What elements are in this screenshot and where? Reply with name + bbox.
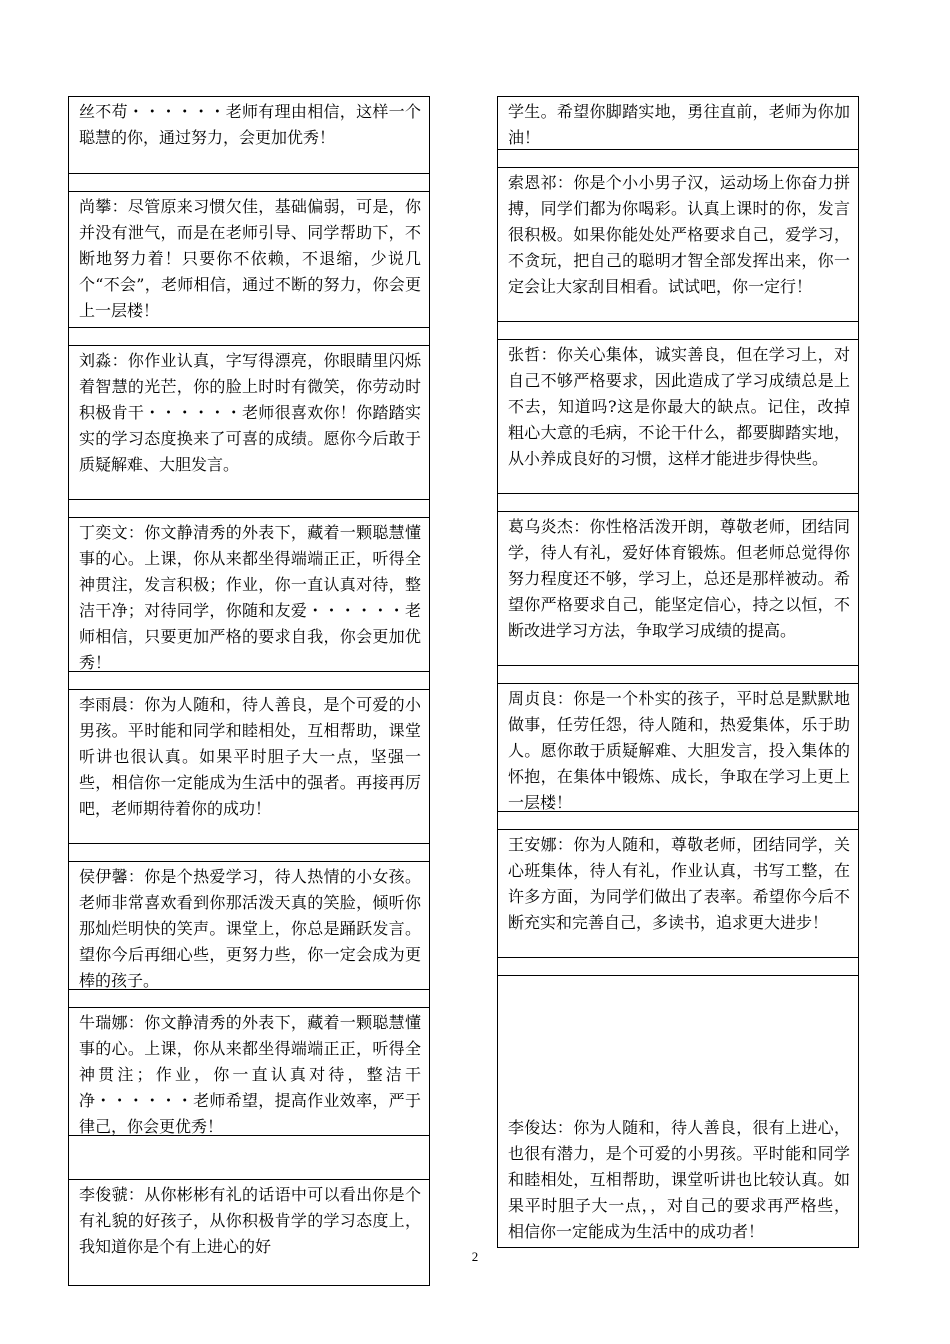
comment-cell: 牛瑞娜：你文静清秀的外表下，藏着一颗聪慧懂事的心。上课，你从来都坐得端端正正，听得全神贯注；作业，你一直认真对待，整洁干净・・・・・・老师希望，提高作业效率，严于律己，你会更优秀！	[68, 1008, 430, 1136]
row-spacer	[68, 174, 430, 192]
right-comment-column	[497, 96, 859, 1248]
row-spacer	[68, 844, 430, 862]
row-spacer	[497, 150, 859, 168]
comment-cell: 刘淼：你作业认真，字写得漂亮，你眼睛里闪烁着智慧的光芒，你的脸上时时有微笑，你劳动时积极肯干・・・・・・老师很喜欢你！你踏踏实实的学习态度换来了可喜的成绩。愿你今后敢于质疑解难、大胆发言。	[68, 346, 430, 500]
page-number: 2	[471, 1249, 479, 1264]
comment-cell: 丁奕文：你文静清秀的外表下，藏着一颗聪慧懂事的心。上课，你从来都坐得端端正正，听得全神贯注，发言积极；作业，你一直认真对待，整洁干净；对待同学，你随和友爱・・・・・・老师相信，只要更加严格的要求自我，你会更加优秀！	[68, 518, 430, 672]
row-spacer	[68, 990, 430, 1008]
comment-cell: 学生。希望你脚踏实地，勇往直前，老师为你加油！	[497, 96, 859, 150]
row-spacer	[68, 500, 430, 518]
left-comment-column	[68, 96, 430, 1286]
row-spacer	[68, 1136, 430, 1180]
comment-cell: 侯伊馨：你是个热爱学习，待人热情的小女孩。老师非常喜欢看到你那活泼天真的笑脸，倾听你那灿烂明快的笑声。课堂上，你总是踊跃发言。望你今后再细心些，更努力些，你一定会成为更棒的孩子。	[68, 862, 430, 990]
comment-cell: 李雨晨：你为人随和，待人善良，是个可爱的小男孩。平时能和同学和睦相处，互相帮助，课堂听讲也很认真。如果平时胆子大一点，坚强一些，相信你一定能成为生活中的强者。再接再厉吧，老师期待着你的成功！	[68, 690, 430, 844]
comment-cell: 丝不苟・・・・・・老师有理由相信，这样一个聪慧的你，通过努力，会更加优秀！	[68, 96, 430, 174]
row-spacer	[497, 322, 859, 340]
comment-cell: 周贞良：你是一个朴实的孩子，平时总是默默地做事，任劳任怨，待人随和，热爱集体，乐于助人。愿你敢于质疑解难、大胆发言，投入集体的怀抱，在集体中锻炼、成长，争取在学习上更上一层楼！	[497, 684, 859, 812]
comment-cell: 索恩祁：你是个小小男子汉，运动场上你奋力拼搏，同学们都为你喝彩。认真上课时的你，发言很积极。如果你能处处严格要求自己，爱学习，不贪玩，把自己的聪明才智全部发挥出来，你一定会让大家刮目相看。试试吧，你一定行！	[497, 168, 859, 322]
comment-cell: 王安娜：你为人随和，尊敬老师，团结同学，关心班集体，待人有礼，作业认真，书写工整，在许多方面，为同学们做出了表率。希望你今后不断充实和完善自己，多读书，追求更大进步！	[497, 830, 859, 958]
row-spacer	[497, 494, 859, 512]
comment-cell: 张哲：你关心集体，诚实善良，但在学习上，对自己不够严格要求，因此造成了学习成绩总是上不去，知道吗?这是你最大的缺点。记住，改掉粗心大意的毛病，不论干什么，都要脚踏实地，从小养成良好的习惯，这样才能进步得快些。	[497, 340, 859, 494]
comment-text: 李俊达：你为人随和，待人善良，很有上进心，也很有潜力，是个可爱的小男孩。平时能和同学和睦相处，互相帮助，课堂听讲也比较认真。如果平时胆子大一点，，对自己的要求再严格些，相信你一定能成为生活中的成功者！	[508, 1118, 850, 1241]
row-spacer	[68, 328, 430, 346]
row-spacer	[497, 666, 859, 684]
row-spacer	[497, 812, 859, 830]
comment-cell: 尚攀：尽管原来习惯欠佳，基础偏弱，可是，你并没有泄气，而是在老师引导、同学帮助下，不断地努力着！只要你不依赖，不退缩，少说几个“不会”，老师相信，通过不断的努力，你会更上一层楼！	[68, 192, 430, 328]
row-spacer	[68, 672, 430, 690]
row-spacer	[497, 958, 859, 976]
comment-cell: 葛乌炎杰：你性格活泼开朗，尊敬老师，团结同学，待人有礼，爱好体育锻炼。但老师总觉得你努力程度还不够，学习上，总还是那样被动。希望你严格要求自己，能坚定信心，持之以恒，不断改进学习方法，争取学习成绩的提高。	[497, 512, 859, 666]
comment-cell	[497, 976, 859, 1248]
comment-cell: 李俊虢：从你彬彬有礼的话语中可以看出你是个有礼貌的好孩子，从你积极肯学的学习态度上，我知道你是个有上进心的好	[68, 1180, 430, 1286]
